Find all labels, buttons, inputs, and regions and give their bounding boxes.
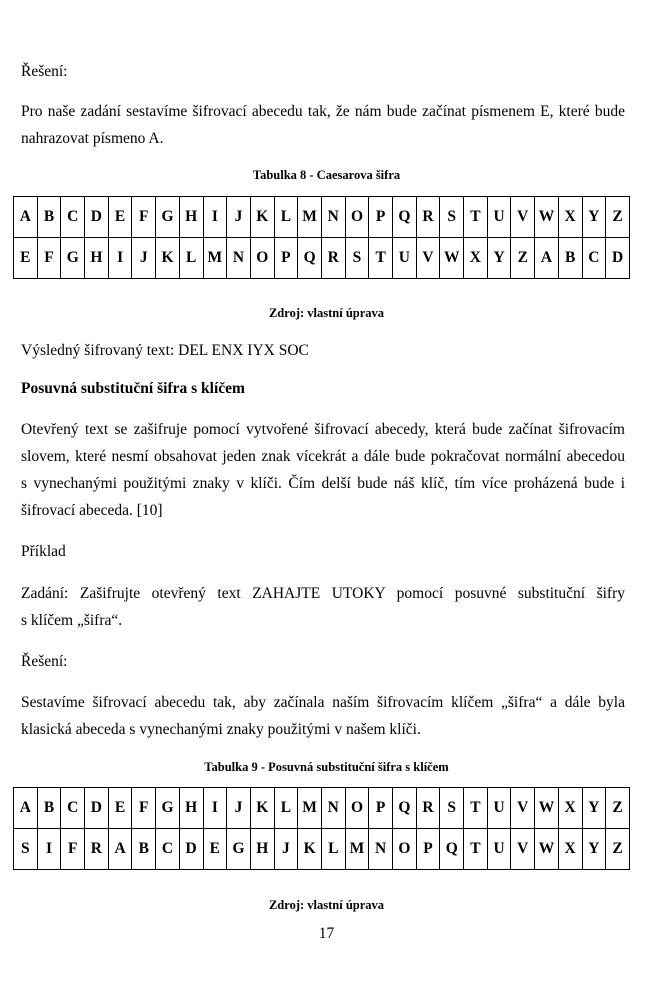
letter-cell: L — [274, 788, 298, 829]
letter-cell: T — [464, 829, 488, 870]
letter-cell: E — [108, 197, 132, 238]
letter-cell: R — [416, 788, 440, 829]
letter-cell: X — [464, 238, 488, 279]
letter-cell: P — [274, 238, 298, 279]
letter-cell: D — [179, 829, 203, 870]
letter-cell: M — [345, 829, 369, 870]
letter-cell: Y — [487, 238, 511, 279]
letter-cell: X — [558, 788, 582, 829]
solution-line-2: klasická abeceda s vynechanými znaky použitými v našem klíči. — [21, 721, 421, 738]
table-8-caption: Tabulka 8 - Caesarova šifra — [252, 168, 401, 182]
letter-cell: A — [108, 829, 132, 870]
letter-cell: A — [535, 238, 559, 279]
cipher-alphabet-row — [14, 829, 630, 870]
plain-alphabet-row — [14, 197, 630, 238]
letter-cell: P — [369, 788, 393, 829]
description-line-3: s vynechanými použitými znaky v klíči. Čím delší bude náš klíč, tím více proházená bude i — [21, 475, 625, 492]
letter-cell: N — [227, 238, 251, 279]
letter-cell: H — [179, 197, 203, 238]
solution-line-1: Sestavíme šifrovací abecedu tak, aby začínala naším šifrovacím klíčem „šifra“ a dále byla — [21, 694, 625, 711]
letter-cell: W — [535, 197, 559, 238]
letter-cell: G — [227, 829, 251, 870]
letter-cell: Z — [606, 197, 630, 238]
letter-cell: I — [37, 829, 61, 870]
letter-cell: K — [156, 238, 180, 279]
letter-cell: O — [393, 829, 417, 870]
letter-cell: H — [250, 829, 274, 870]
letter-cell: J — [132, 238, 156, 279]
letter-cell: J — [274, 829, 298, 870]
letter-cell: Z — [606, 829, 630, 870]
letter-cell: P — [416, 829, 440, 870]
letter-cell: W — [440, 238, 464, 279]
letter-cell: Q — [393, 197, 417, 238]
intro-paragraph-line-2: nahrazovat písmeno A. — [21, 130, 164, 147]
caesar-cipher-table — [13, 196, 630, 279]
letter-cell: K — [250, 197, 274, 238]
page-number: 17 — [318, 925, 335, 942]
letter-cell: E — [203, 829, 227, 870]
letter-cell: V — [511, 197, 535, 238]
letter-cell: U — [487, 197, 511, 238]
letter-cell: N — [321, 788, 345, 829]
letter-cell: G — [61, 238, 85, 279]
letter-cell: R — [416, 197, 440, 238]
letter-cell: O — [345, 788, 369, 829]
letter-cell: F — [132, 788, 156, 829]
letter-cell: S — [440, 197, 464, 238]
letter-cell: M — [203, 238, 227, 279]
letter-cell: Q — [440, 829, 464, 870]
letter-cell: R — [321, 238, 345, 279]
letter-cell: D — [85, 197, 109, 238]
letter-cell: D — [85, 788, 109, 829]
letter-cell: F — [61, 829, 85, 870]
letter-cell: U — [487, 788, 511, 829]
plain-alphabet-row — [14, 788, 630, 829]
letter-cell: Q — [298, 238, 322, 279]
letter-cell: L — [321, 829, 345, 870]
letter-cell: J — [227, 788, 251, 829]
table-8-source: Zdroj: vlastní úprava — [268, 306, 385, 320]
letter-cell: S — [14, 829, 38, 870]
letter-cell: I — [203, 197, 227, 238]
letter-cell: A — [14, 197, 38, 238]
letter-cell: M — [298, 788, 322, 829]
letter-cell: I — [108, 238, 132, 279]
letter-cell: C — [61, 197, 85, 238]
table-9-caption: Tabulka 9 - Posuvná substituční šifra s klíčem — [204, 760, 449, 774]
letter-cell: K — [250, 788, 274, 829]
letter-cell: I — [203, 788, 227, 829]
letter-cell: C — [61, 788, 85, 829]
letter-cell: B — [132, 829, 156, 870]
letter-cell: T — [464, 197, 488, 238]
letter-cell: E — [108, 788, 132, 829]
letter-cell: B — [558, 238, 582, 279]
letter-cell: T — [464, 788, 488, 829]
letter-cell: A — [14, 788, 38, 829]
letter-cell: M — [298, 197, 322, 238]
letter-cell: Q — [393, 788, 417, 829]
keyed-substitution-table — [13, 787, 630, 870]
task-line-2: s klíčem „šifra“. — [21, 612, 123, 629]
letter-cell: H — [179, 788, 203, 829]
letter-cell: C — [156, 829, 180, 870]
example-label: Příklad — [21, 543, 66, 560]
letter-cell: C — [582, 238, 606, 279]
letter-cell: S — [345, 238, 369, 279]
description-line-1: Otevřený text se zašifruje pomocí vytvořené šifrovací abecedy, která bude začínat šifrovacím — [21, 421, 625, 438]
letter-cell: S — [440, 788, 464, 829]
letter-cell: E — [14, 238, 38, 279]
letter-cell: V — [511, 829, 535, 870]
letter-cell: Z — [606, 788, 630, 829]
letter-cell: N — [321, 197, 345, 238]
letter-cell: D — [606, 238, 630, 279]
letter-cell: Z — [511, 238, 535, 279]
letter-cell: F — [132, 197, 156, 238]
solution-label-1: Řešení: — [21, 63, 68, 80]
letter-cell: U — [393, 238, 417, 279]
letter-cell: X — [558, 829, 582, 870]
letter-cell: Y — [582, 788, 606, 829]
letter-cell: L — [274, 197, 298, 238]
solution-label-2: Řešení: — [21, 653, 68, 670]
letter-cell: R — [85, 829, 109, 870]
letter-cell: F — [37, 238, 61, 279]
cipher-alphabet-row — [14, 238, 630, 279]
letter-cell: V — [511, 788, 535, 829]
letter-cell: J — [227, 197, 251, 238]
letter-cell: B — [37, 197, 61, 238]
letter-cell: G — [156, 197, 180, 238]
letter-cell: U — [487, 829, 511, 870]
letter-cell: O — [345, 197, 369, 238]
letter-cell: W — [535, 829, 559, 870]
letter-cell: H — [85, 238, 109, 279]
letter-cell: X — [558, 197, 582, 238]
letter-cell: B — [37, 788, 61, 829]
letter-cell: Y — [582, 829, 606, 870]
letter-cell: Y — [582, 197, 606, 238]
task-line-1: Zadání: Zašifrujte otevřený text ZAHAJTE UTOKY pomocí posuvné substituční šifry — [21, 585, 625, 602]
letter-cell: L — [179, 238, 203, 279]
table-9-source: Zdroj: vlastní úprava — [268, 898, 385, 912]
letter-cell: N — [369, 829, 393, 870]
result-text: Výsledný šifrovaný text: DEL ENX IYX SOC — [21, 342, 309, 359]
letter-cell: P — [369, 197, 393, 238]
letter-cell: O — [250, 238, 274, 279]
section-heading: Posuvná substituční šifra s klíčem — [21, 380, 245, 397]
description-line-4: šifrovací abeceda. [10] — [21, 502, 163, 519]
intro-paragraph-line-1: Pro naše zadání sestavíme šifrovací abecedu tak, že nám bude začínat písmenem E, které bude — [21, 103, 625, 120]
letter-cell: V — [416, 238, 440, 279]
description-line-2: slovem, které nesmí obsahovat jeden znak vícekrát a dále bude pokračovat normální abecedou — [21, 448, 625, 465]
letter-cell: G — [156, 788, 180, 829]
letter-cell: T — [369, 238, 393, 279]
letter-cell: K — [298, 829, 322, 870]
letter-cell: W — [535, 788, 559, 829]
